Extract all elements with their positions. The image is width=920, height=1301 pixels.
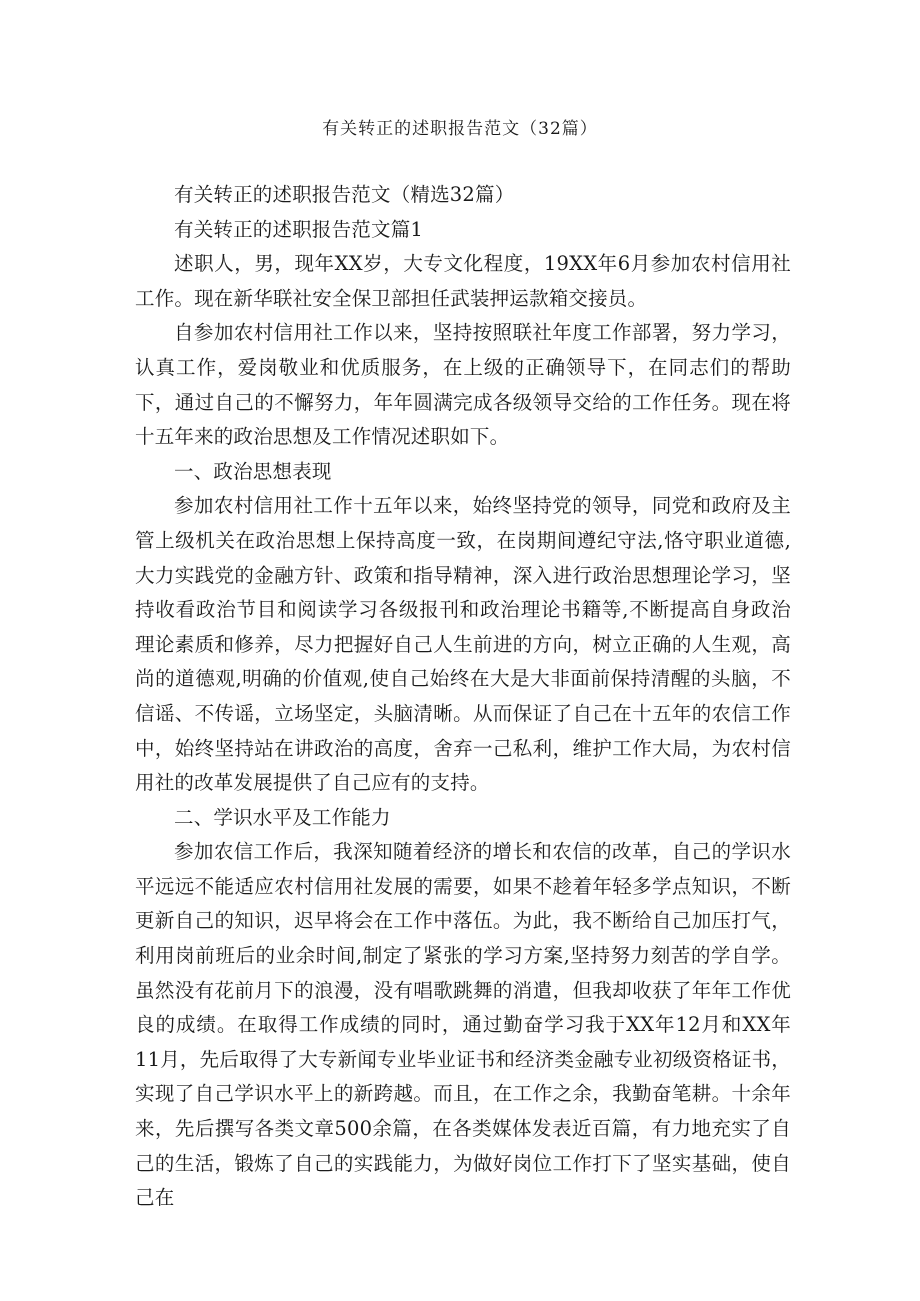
body-paragraph: 参加农信工作后，我深知随着经济的增长和农信的改革，自己的学识水平远远不能适应农村信用社发展的需要，如果不趁着年轻多学点知识，不断更新自己的知识，迟早将会在工作中落伍。为此，我不断给自己加压打气，利用岗前班后的业余时间,制定了紧张的学习方案,坚持努力刻苦的学自学。虽然没有花前月下的浪漫，没有唱歌跳舞的消遣，但我却收获了年年工作优良的成绩。在取得工作成绩的同时，通过勤奋学习我于XX年12月和XX年11月，先后取得了大专新闻专业毕业证书和经济类金融专业初级资格证书，实现了自己学识水平上的新跨越。而且，在工作之余，我勤奋笔耕。十余年来，先后撰写各类文章500余篇，在各类媒体发表近百篇，有力地充实了自己的生活，锻炼了自己的实践能力，为做好岗位工作打下了坚实基础，使自己在 [135,840,791,1210]
section-heading-ability: 二、学识水平及工作能力 [174,805,391,829]
body-paragraph: 参加农村信用社工作十五年以来，始终坚持党的领导，同党和政府及主管上级机关在政治思想上保持高度一致，在岗期间遵纪守法,恪守职业道德,大力实践党的金融方针、政策和指导精神，深入进行政治思想理论学习，坚持收看政治节目和阅读学习各级报刊和政治理论书籍等,不断提高自身政治理论素质和修养，尽力把握好自己人生前进的方向，树立正确的人生观，高尚的道德观,明确的价值观,使自己始终在大是大非面前保持清醒的头脑，不信谣、不传谣，立场坚定，头脑清晰。从而保证了自己在十五年的农信工作中，始终坚持站在讲政治的高度，舍弃一己私利，维护工作大局，为农村信用社的改革发展提供了自己应有的支持。 [135,494,791,795]
document-body [135,178,791,1216]
subtitle-paragraph: 有关转正的述职报告范文（精选32篇） [174,183,515,206]
document-title: 有关转正的述职报告范文（32篇） [322,119,598,139]
section-heading-article-1: 有关转正的述职报告范文篇1 [174,217,424,241]
section-heading-political: 一、政治思想表现 [174,459,332,483]
body-paragraph: 自参加农村信用社工作以来，坚持按照联社年度工作部署，努力学习，认真工作，爱岗敬业和优质服务，在上级的正确领导下，在同志们的帮助下，通过自己的不懈努力，年年圆满完成各级领导交给的工作任务。现在将十五年来的政治思想及工作情况述职如下。 [135,321,791,449]
body-paragraph: 述职人，男，现年XX岁，大专文化程度，19XX年6月参加农村信用社工作。现在新华联社安全保卫部担任武装押运款箱交接员。 [135,252,791,310]
